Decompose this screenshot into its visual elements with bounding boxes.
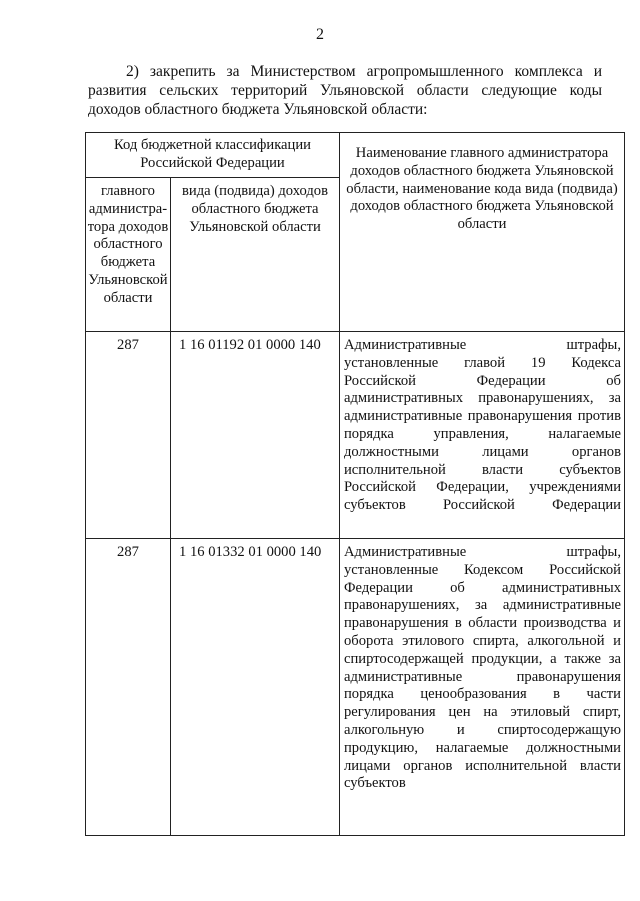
admin-code-cell: 287 <box>86 332 171 539</box>
header-code-group: Код бюджетной классификации Российской Федерации <box>86 133 340 178</box>
header-admin: главного администра-тора доходов областного бюджета Ульяновской области <box>86 178 171 332</box>
description-cell: Административные штрафы, установленные Кодексом Российской Федерации об административных правонарушениях, за административные правонарушения в области производства и оборота этилового спирта, алкогольной и спиртосодержащей продукции, а также за административные правонарушения порядка ценообразования в части регулирования цен на этиловый спирт, алкогольную и спиртосодержащую продукцию, налагаемые должностными лицами органов исполнительной власти субъектов <box>340 539 625 836</box>
description-cell: Административные штрафы, установленные главой 19 Кодекса Российской Федерации об административных правонарушениях, за административные правонарушения против порядка управления, налагаемые должностными лицами органов исполнительной власти субъектов Российской Федерации, учреждениями субъектов Российской Федерации <box>340 332 625 539</box>
header-type: вида (подвида) доходов областного бюджета Ульяновской области <box>171 178 340 332</box>
admin-code-cell: 287 <box>86 539 171 836</box>
page-number: 2 <box>316 26 324 43</box>
header-name: Наименование главного администратора доходов областного бюджета Ульяновской области, наименование кода вида (подвида) доходов областного бюджета Ульяновской области <box>340 133 625 332</box>
income-code-cell: 1 16 01332 01 0000 140 <box>171 539 340 836</box>
table-header-row <box>86 133 625 178</box>
intro-paragraph: 2) закрепить за Министерством агропромышленного комплекса и развития сельских территорий Ульяновской области следующие коды доходов областного бюджета Ульяновской области: <box>88 63 602 118</box>
table-row <box>86 332 625 539</box>
table-row <box>86 539 625 836</box>
income-code-cell: 1 16 01192 01 0000 140 <box>171 332 340 539</box>
budget-codes-table <box>85 132 625 836</box>
